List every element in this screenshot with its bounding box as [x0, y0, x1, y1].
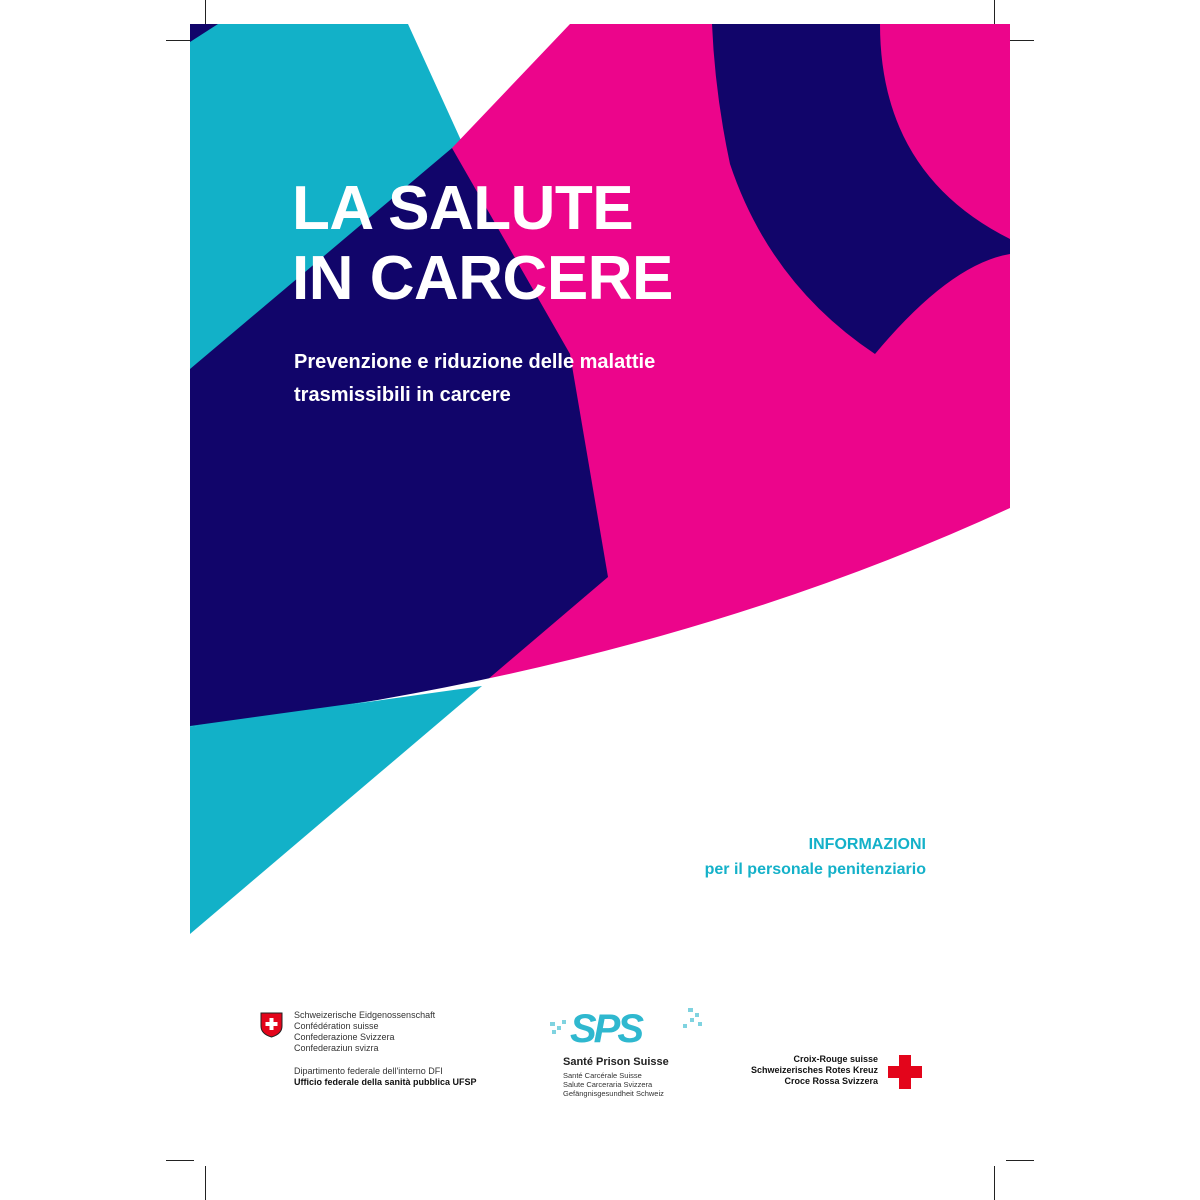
sps-mark-text: SPS — [570, 1007, 642, 1051]
title-line-1: LA SALUTE — [292, 174, 634, 243]
confederation-department — [294, 1066, 477, 1088]
sps-mark-icon — [548, 1004, 708, 1054]
info-audience: per il personale penitenziario — [704, 861, 926, 878]
swiss-coat-of-arms-icon — [260, 1012, 283, 1038]
confederation-name-fr: Confédération suisse — [294, 1021, 379, 1031]
confederation-name-rm: Confederaziun svizra — [294, 1043, 379, 1053]
crop-mark — [166, 1160, 194, 1161]
brochure-cover — [190, 24, 1010, 1154]
red-cross-icon — [888, 1055, 922, 1089]
cover-subtitle — [294, 346, 655, 412]
subtitle-line-2: trasmissibili in carcere — [294, 384, 511, 406]
title-line-2: IN CARCERE — [292, 244, 673, 313]
crop-mark — [1006, 40, 1034, 41]
cover-title — [292, 174, 673, 314]
red-cross-name-it: Croce Rossa Svizzera — [784, 1076, 878, 1086]
confederation-name-de: Schweizerische Eidgenossenschaft — [294, 1010, 436, 1020]
department-name: Dipartimento federale dell'interno DFI — [294, 1066, 443, 1076]
info-heading: INFORMAZIONI — [808, 836, 926, 853]
red-cross-name-fr: Croix-Rouge suisse — [793, 1054, 878, 1064]
audience-info — [705, 832, 926, 882]
sps-subname-it: Salute Carceraria Svizzera — [563, 1080, 653, 1089]
red-cross-names — [751, 1054, 878, 1087]
sps-name: Santé Prison Suisse — [563, 1056, 669, 1068]
crop-mark — [994, 1166, 995, 1200]
office-name: Ufficio federale della sanità pubblica UFSP — [294, 1077, 477, 1087]
crop-mark — [1006, 1160, 1034, 1161]
crop-mark — [205, 1166, 206, 1200]
sps-logo — [548, 1004, 708, 1098]
confederation-names — [294, 1010, 435, 1054]
subtitle-line-1: Prevenzione e riduzione delle malattie — [294, 351, 656, 373]
red-cross-logo — [750, 1054, 930, 1094]
sps-subnames — [563, 1071, 664, 1098]
confederation-name-it: Confederazione Svizzera — [294, 1032, 395, 1042]
sps-subname-de: Gefängnisgesundheit Schweiz — [563, 1089, 664, 1098]
sps-subname-fr: Santé Carcérale Suisse — [563, 1071, 642, 1080]
red-cross-name-de: Schweizerisches Rotes Kreuz — [750, 1065, 878, 1075]
